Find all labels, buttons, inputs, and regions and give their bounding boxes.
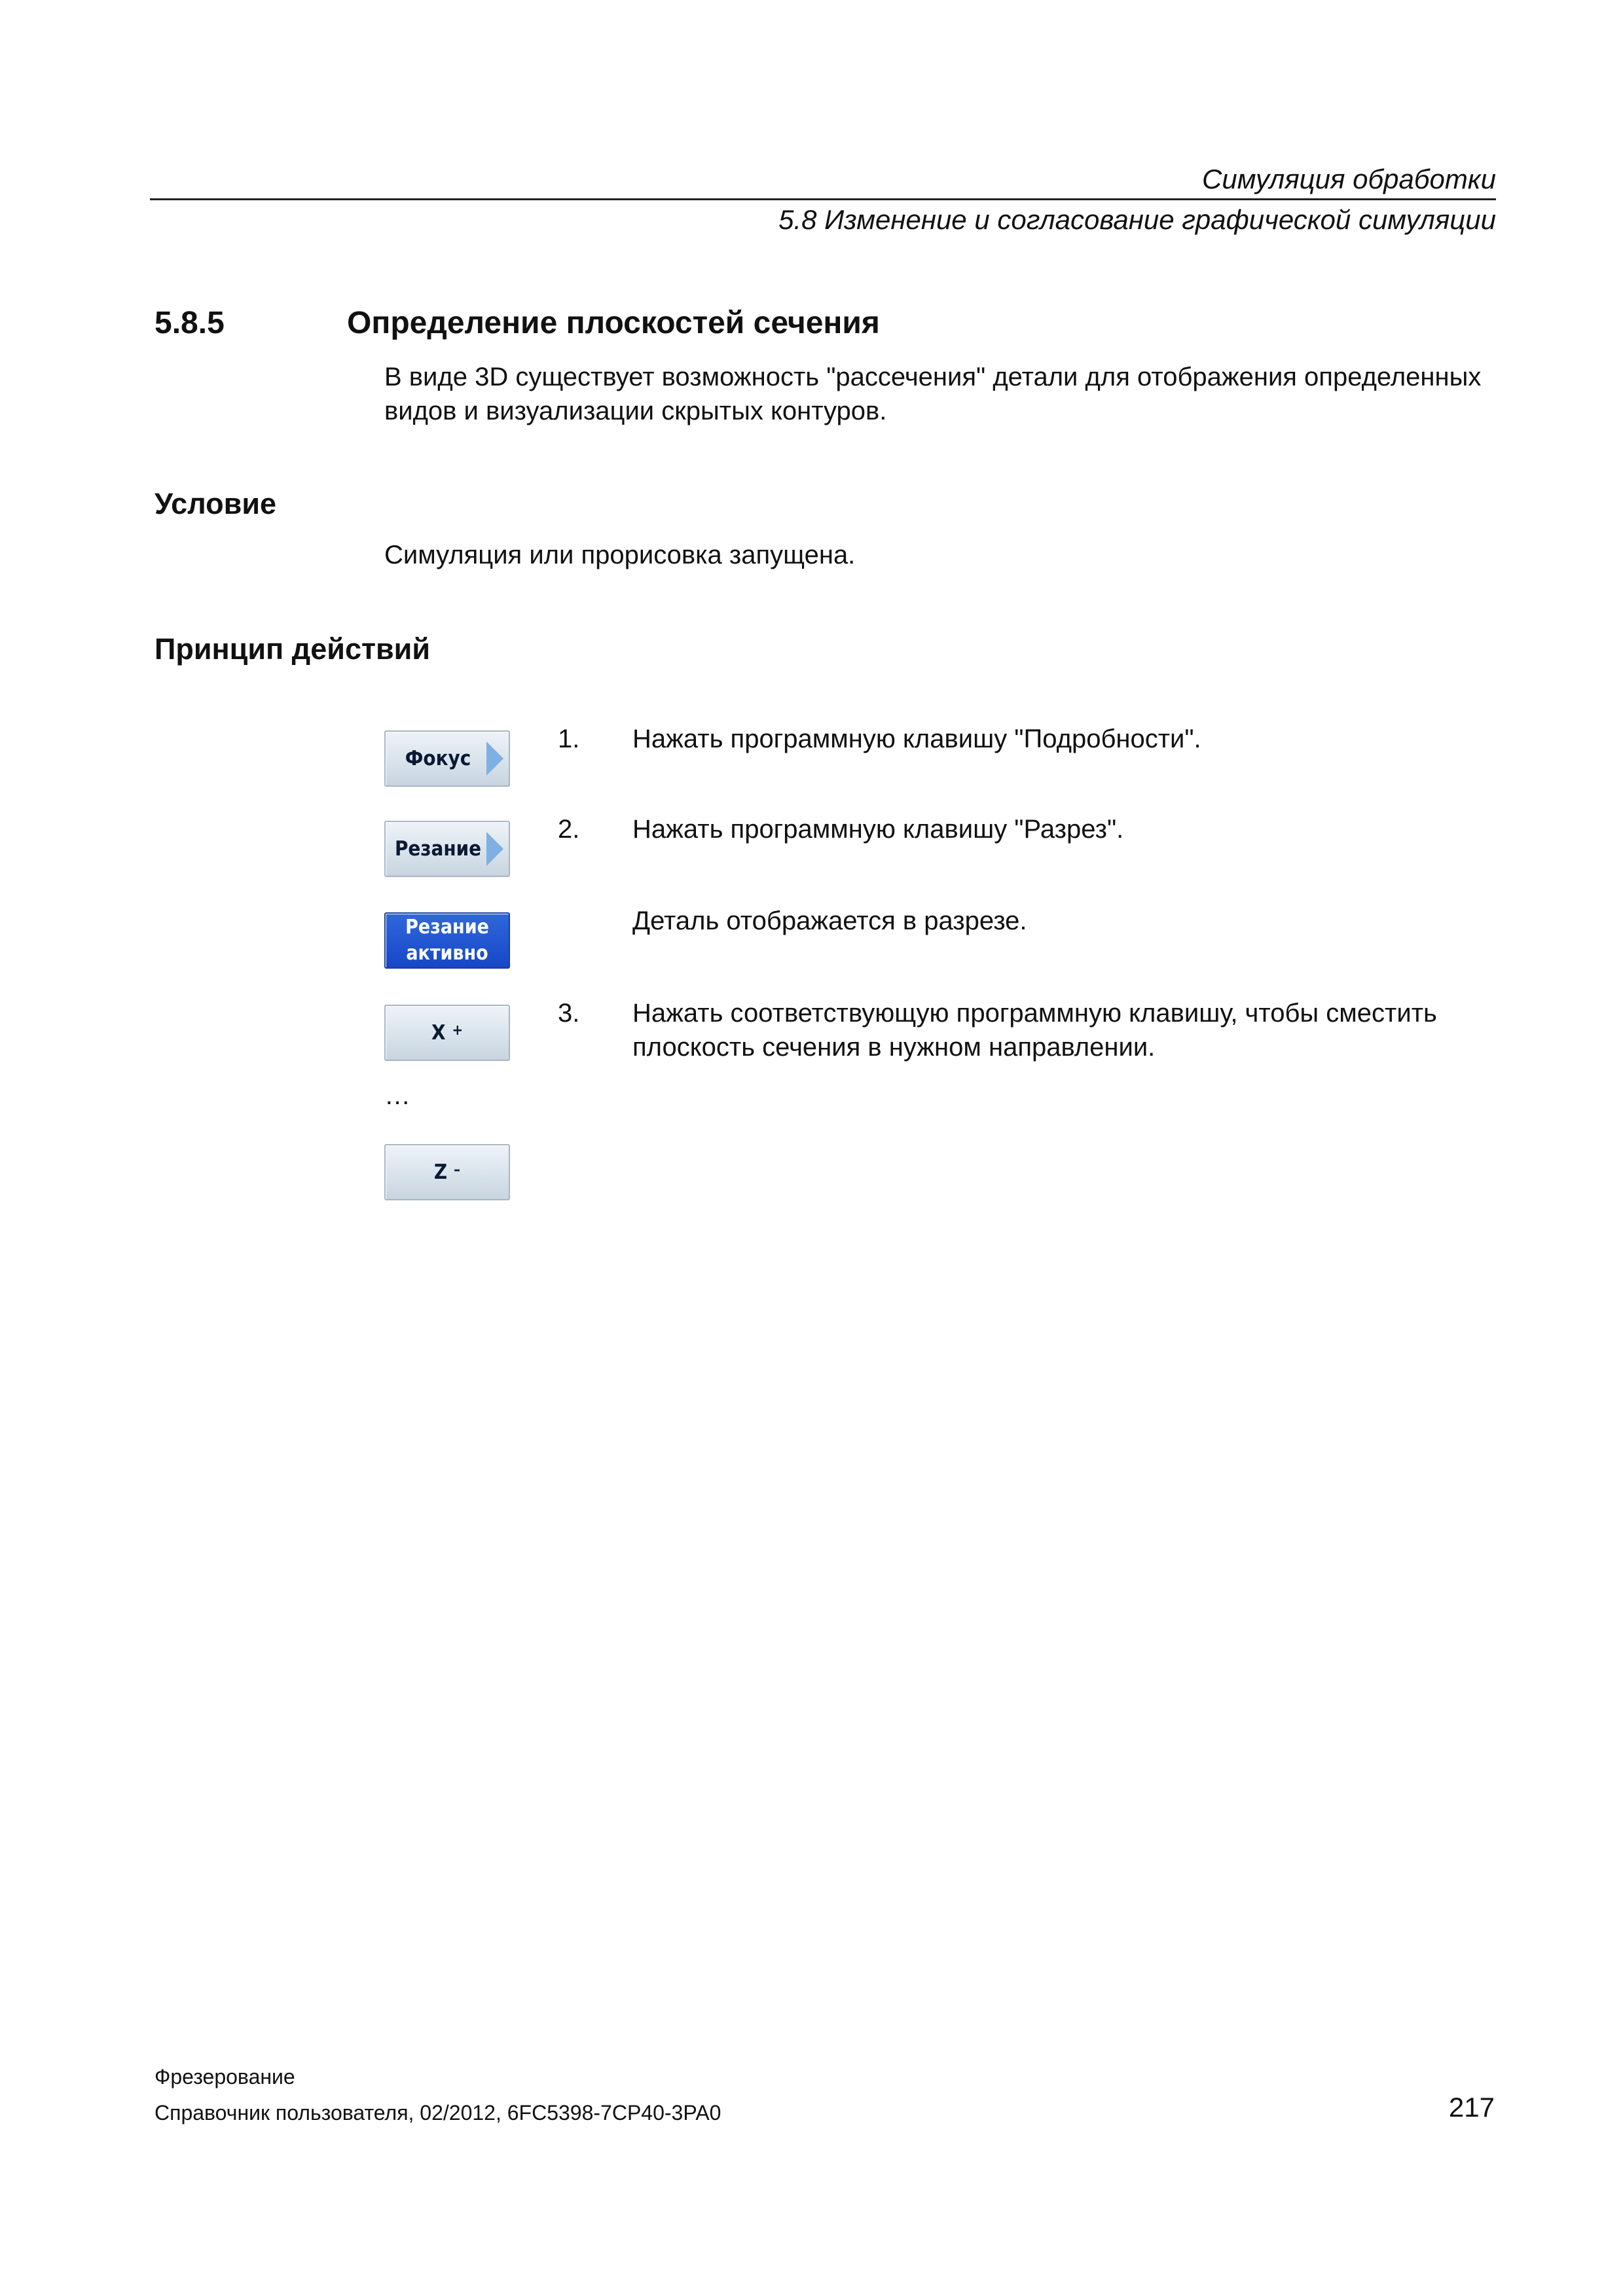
page-number: 217 [1448,2092,1495,2123]
step-number: 3. [558,999,580,1028]
step-number: 2. [558,815,580,844]
step-number: 1. [558,725,580,753]
condition-text: Симуляция или прорисовка запущена. [384,541,856,569]
header-chapter: Симуляция обработки [1202,164,1496,194]
intro-paragraph: В виде 3D существует возможность "рассечения" детали для отображения определенных видов и визуализации скрытых контуров. [384,363,1482,425]
focus-softkey-label: Фокус [405,747,471,770]
condition-heading: Условие [155,487,277,520]
header-rule [150,198,1496,200]
x-plus-sign: + [452,1022,464,1039]
x-plus-axis-label: X [431,1021,446,1045]
cut-softkey-label: Резание [394,837,482,861]
section-title: Определение плоскостей сечения [347,306,880,340]
cut-active-label-line2: активно [406,942,488,965]
z-minus-axis-label: Z [433,1160,448,1184]
z-minus-softkey[interactable] [384,1144,510,1200]
section-number: 5.8.5 [155,306,225,340]
footer-product: Фрезерование [155,2065,295,2089]
step-result-text: Деталь отображается в разрезе. [632,906,1027,935]
x-plus-softkey[interactable] [384,1005,510,1061]
softkey-ellipsis: … [384,1081,410,1110]
z-minus-sign: – [454,1161,461,1178]
arrow-right-icon [486,742,503,776]
cut-softkey[interactable] [384,821,510,877]
cut-active-softkey[interactable] [384,912,510,969]
step-text: Нажать соответствующую программную клавишу, чтобы сместить плоскость сечения в нужном направлении. [632,999,1437,1062]
step-text: Нажать программную клавишу "Разрез". [632,815,1124,844]
procedure-heading: Принцип действий [155,632,430,666]
footer-document: Справочник пользователя, 02/2012, 6FC5398-7CP40-3PA0 [155,2101,721,2125]
focus-softkey[interactable] [384,730,510,787]
step-text: Нажать программную клавишу "Подробности". [632,725,1201,753]
header-section: 5.8 Изменение и согласование графической симуляции [778,204,1496,235]
cut-active-label-line1: Резание [405,916,489,939]
arrow-right-icon [486,832,503,866]
